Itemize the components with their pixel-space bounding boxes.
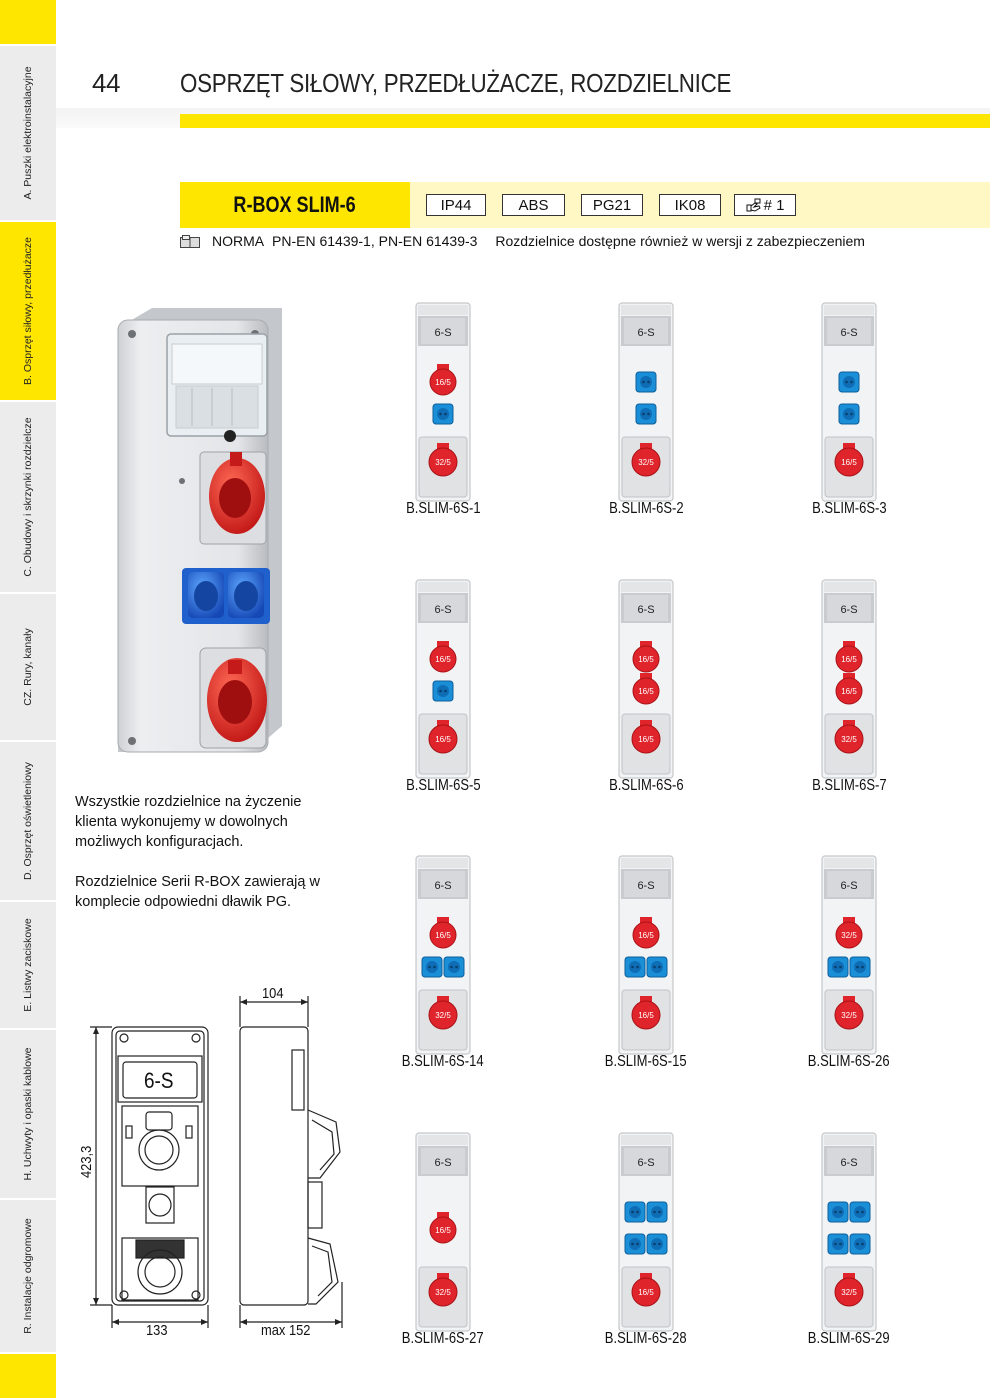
socket-rating-label: 16/5 (841, 458, 857, 467)
dimension-width: 133 (146, 1322, 168, 1339)
package-hand-icon (746, 198, 762, 212)
socket-rating-label: 16/5 (638, 655, 654, 664)
variant-box-illustration (415, 302, 471, 502)
spec-badge-ip-text: IP44 (440, 196, 472, 214)
variant-panel-label: 6-S (434, 327, 452, 339)
side-tab-r-label: R. Instalacje odgromowe (22, 1218, 34, 1334)
socket-rating-label: 16/5 (435, 655, 451, 664)
side-tab-h-label: H. Uchwyty i opaski kablowe (22, 1047, 34, 1181)
side-tab-h[interactable] (0, 1030, 56, 1200)
spec-badge-package (734, 194, 796, 216)
product-name: R-BOX SLIM-6 (233, 192, 357, 217)
info-text (75, 792, 335, 932)
socket-rating-label: 16/5 (841, 687, 857, 696)
technical-drawing-lines (76, 982, 356, 1342)
side-tab-a[interactable] (0, 46, 56, 222)
variant-code (774, 1330, 924, 1348)
variant-code (571, 777, 721, 795)
product-photo (112, 306, 292, 756)
blue-socket (828, 1202, 848, 1222)
spec-badge-gland-text: PG21 (592, 196, 632, 214)
side-tab-d[interactable] (0, 742, 56, 902)
variant-code-text: B.SLIM-6S-5 (405, 777, 481, 794)
variant-code (368, 500, 518, 518)
socket-rating-label: 16/5 (435, 931, 451, 940)
variant-box-illustration (821, 1132, 877, 1332)
variant-box-illustration (415, 1132, 471, 1332)
variant-box-illustration (618, 1132, 674, 1332)
technical-drawing (76, 982, 356, 1342)
spec-badge-package-text: # 1 (763, 196, 785, 214)
blue-socket (636, 404, 656, 424)
variant-card (774, 1132, 924, 1362)
variant-panel-label: 6-S (840, 1157, 858, 1169)
spec-badge-ik (659, 194, 721, 216)
variant-card (571, 302, 721, 532)
blue-socket (422, 957, 442, 977)
variant-card (571, 1132, 721, 1362)
side-tab-a-label: A. Puszki elektroinstalacyjne (22, 66, 34, 200)
variant-code-text: B.SLIM-6S-28 (605, 1330, 687, 1347)
blue-socket (828, 957, 848, 977)
variant-box-illustration (618, 302, 674, 502)
variant-panel-label: 6-S (637, 880, 655, 892)
blue-socket (636, 372, 656, 392)
variant-panel-label: 6-S (637, 1157, 655, 1169)
product-name-box (180, 182, 410, 228)
variant-code-text: B.SLIM-6S-26 (808, 1053, 890, 1070)
variant-panel-label: 6-S (840, 880, 858, 892)
variant-panel-label: 6-S (434, 880, 452, 892)
socket-rating-label: 32/5 (435, 1011, 451, 1020)
spec-badge-gland (581, 194, 643, 216)
socket-rating-label: 32/5 (638, 458, 654, 467)
socket-rating-label: 32/5 (435, 1288, 451, 1297)
variant-box-illustration (821, 855, 877, 1055)
socket-rating-label: 16/5 (435, 1226, 451, 1235)
variant-card (368, 855, 518, 1085)
blue-socket (625, 957, 645, 977)
blue-socket (433, 681, 453, 701)
variant-card (368, 579, 518, 809)
side-tab-b-label: B. Osprzęt siłowy, przedłużacze (22, 236, 34, 386)
variant-code (774, 777, 924, 795)
blue-socket (850, 1234, 870, 1254)
blue-socket (839, 372, 859, 392)
variant-card (368, 1132, 518, 1362)
socket-rating-label: 16/5 (841, 655, 857, 664)
dimension-depth: 104 (262, 985, 284, 1002)
info-paragraph-1: Wszystkie rozdzielnice na życzenie klienta wykonujemy w dowolnych możliwych konfiguracjach. (75, 794, 302, 850)
side-tab-d-label: D. Osprzęt oświetleniowy (22, 762, 34, 880)
variant-code (571, 1053, 721, 1071)
section-tabs (0, 0, 56, 1400)
variant-code (571, 500, 721, 518)
socket-rating-label: 16/5 (638, 1011, 654, 1020)
variant-code (368, 1330, 518, 1348)
variant-box-illustration (415, 579, 471, 779)
page-number: 44 (92, 68, 120, 98)
socket-rating-label: 32/5 (841, 1011, 857, 1020)
side-tab-e-label: E. Listwy zaciskowe (22, 918, 34, 1012)
dimension-height: 423,3 (78, 1145, 95, 1178)
variant-code (774, 1053, 924, 1071)
variant-code-text: B.SLIM-6S-29 (808, 1330, 890, 1347)
blue-socket (625, 1202, 645, 1222)
side-tab-b[interactable] (0, 222, 56, 402)
side-tab-c-label: C. Obudowy i skrzynki rozdzielcze (22, 417, 34, 577)
variant-code-text: B.SLIM-6S-3 (811, 500, 887, 517)
socket-rating-label: 32/5 (841, 735, 857, 744)
side-tab-r[interactable] (0, 1200, 56, 1354)
side-tab-top-marker (0, 0, 56, 46)
norm-value: PN-EN 61439-1, PN-EN 61439-3 (272, 233, 478, 249)
socket-rating-label: 32/5 (435, 458, 451, 467)
dimension-max-depth: max 152 (261, 1322, 311, 1339)
variant-panel-label: 6-S (434, 1157, 452, 1169)
variant-box-illustration (821, 579, 877, 779)
variant-box-illustration (821, 302, 877, 502)
variant-card (571, 579, 721, 809)
socket-rating-label: 16/5 (638, 735, 654, 744)
product-header (180, 182, 990, 228)
variant-card (368, 302, 518, 532)
blue-socket (647, 957, 667, 977)
socket-rating-label: 32/5 (841, 931, 857, 940)
variant-code-text: B.SLIM-6S-1 (405, 500, 481, 517)
side-tab-cz[interactable] (0, 594, 56, 742)
variant-code (571, 1330, 721, 1348)
variant-card (774, 855, 924, 1085)
socket-rating-label: 16/5 (435, 378, 451, 387)
norm-label: NORMA (212, 233, 265, 249)
variant-code-text: B.SLIM-6S-15 (605, 1053, 687, 1070)
variant-box-illustration (618, 855, 674, 1055)
variant-box-illustration (415, 855, 471, 1055)
spec-badge-ip (426, 194, 486, 216)
blue-socket (647, 1234, 667, 1254)
spec-badge-material-text: ABS (518, 196, 549, 214)
variant-code-text: B.SLIM-6S-14 (402, 1053, 484, 1070)
socket-rating-label: 16/5 (638, 1288, 654, 1297)
variant-code-text: B.SLIM-6S-7 (811, 777, 887, 794)
variant-code-text: B.SLIM-6S-6 (608, 777, 684, 794)
norm-line (212, 233, 869, 249)
blue-socket (828, 1234, 848, 1254)
variant-card (774, 579, 924, 809)
blue-socket (850, 1202, 870, 1222)
socket-rating-label: 32/5 (841, 1288, 857, 1297)
spec-badge-material (502, 194, 565, 216)
variant-panel-label: 6-S (637, 604, 655, 616)
side-tab-e[interactable] (0, 902, 56, 1030)
variant-panel-label: 6-S (840, 327, 858, 339)
socket-rating-label: 16/5 (638, 687, 654, 696)
variant-code-text: B.SLIM-6S-27 (402, 1330, 484, 1347)
socket-rating-label: 16/5 (435, 735, 451, 744)
page-title: OSPRZĘT SIŁOWY, PRZEDŁUŻACZE, ROZDZIELNICE (180, 68, 732, 98)
variant-card (774, 302, 924, 532)
side-tab-bottom-marker (0, 1354, 56, 1400)
blue-socket (433, 404, 453, 424)
blue-socket (444, 957, 464, 977)
blue-socket (839, 404, 859, 424)
variant-box-illustration (618, 579, 674, 779)
info-paragraph-2: Rozdzielnice Serii R-BOX zawierają w komplecie odpowiedni dławik PG. (75, 874, 320, 910)
blue-socket (625, 1234, 645, 1254)
availability-note: Rozdzielnice dostępne również w wersji z zabezpieczeniem (495, 233, 865, 249)
variant-panel-label: 6-S (637, 327, 655, 339)
variant-panel-label: 6-S (434, 604, 452, 616)
variant-code-text: B.SLIM-6S-2 (608, 500, 684, 517)
side-tab-cz-label: CZ. Rury, kanały (22, 628, 34, 706)
norm-book-icon (180, 235, 200, 248)
socket-rating-label: 16/5 (638, 931, 654, 940)
spec-badge-ik-text: IK08 (674, 196, 706, 214)
variant-code (368, 777, 518, 795)
blue-socket (647, 1202, 667, 1222)
front-panel-label: 6-S (144, 1068, 174, 1093)
side-tab-c[interactable] (0, 402, 56, 594)
blue-socket (850, 957, 870, 977)
variant-panel-label: 6-S (840, 604, 858, 616)
variant-code (774, 500, 924, 518)
variant-card (571, 855, 721, 1085)
variant-code (368, 1053, 518, 1071)
header-accent-bar (180, 114, 990, 128)
